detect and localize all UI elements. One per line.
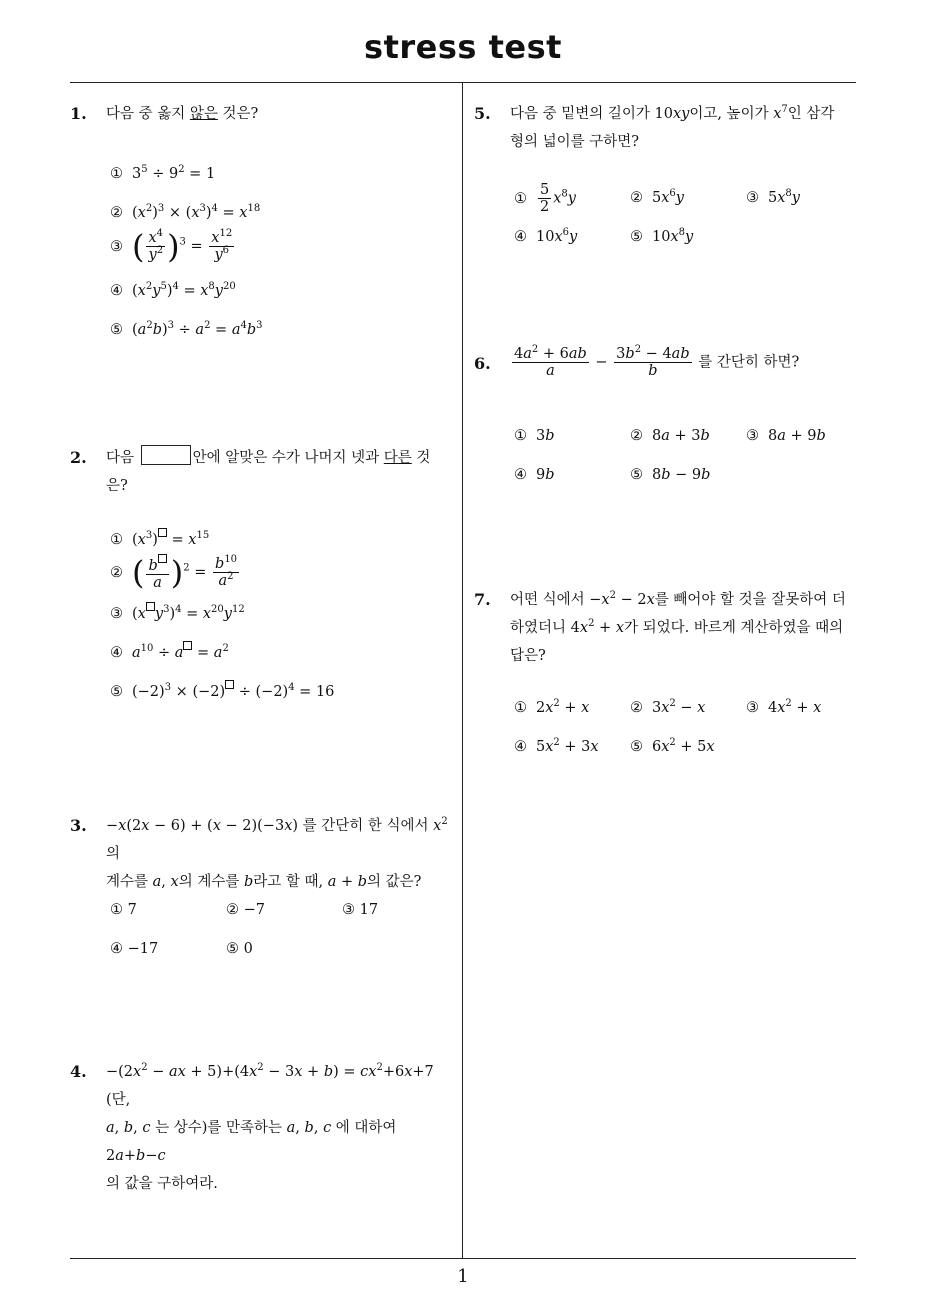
choice-3[interactable]: ③ $4x^2 + x$ [746,698,822,716]
choice-4[interactable]: ④ $a^{10} \div a = a^2$ [110,643,229,661]
problem-number: 2. [70,448,87,467]
problem-number: 3. [70,816,87,835]
problem-2 [70,444,458,700]
top-rule [70,82,856,83]
choice-1[interactable]: ① $2x^2 + x$ [514,698,590,716]
problem-stem: 다음 중 옳지 않은 것은? [106,106,259,122]
choice-2[interactable]: ② −7 [226,902,265,918]
underlined-keyword: 않은 [189,106,218,122]
choice-4[interactable]: ④ $10x^6y$ [514,227,578,245]
choice-2[interactable]: ② $3x^2 - x$ [630,698,706,716]
problem-stem: $-(2x^2$ − ax + $5)+(4x^2 - 3x + b) = cx^2+6x+7$ (단, a, b, c 는 상수)를 만족하는 a, b, c 에 대하여 2a+b−c 의 값을 구하여라. [106,1062,434,1192]
choice-2[interactable]: ② $5x^6y$ [630,188,684,206]
bottom-rule [70,1258,856,1259]
choice-1[interactable]: ① 7 [110,902,137,918]
choice-1[interactable]: ① $3^5 \div 9^2 = 1$ [110,164,216,182]
problem-1 [70,100,450,338]
problem-stem: 다음 중 밑변의 길이가 10xy이고, 높이가 $x^7$인 삼각 형의 넓이를 구하면? [510,104,835,150]
page-title: stress test [364,28,562,66]
problem-6 [474,344,860,483]
choice-2[interactable]: ② $(x^2)^3 \times (x^3)^4 = x^{18}$ [110,203,261,221]
problem-number: 1. [70,104,87,123]
choice-3[interactable]: ③ (x $y^3)^4 = x^{20}y^{12}$ [110,604,245,622]
choice-2[interactable]: ② 8a + 3b [630,428,710,444]
blank-box [141,445,191,465]
problem-stem: −x(2x − 6) + (x − 2)(−3x) 를 간단히 한 식에서 $x^2$ 의 계수를 a, x의 계수를 b라고 할 때, a + b의 값은? [106,816,448,890]
choice-5[interactable]: ⑤ 0 [226,941,253,957]
problem-number: 5. [474,104,491,123]
problem-7 [474,586,860,755]
problem-4 [70,1058,458,1198]
problem-number: 4. [70,1062,87,1081]
choice-4[interactable]: ④ 9b [514,467,555,483]
problem-3 [70,812,458,957]
choice-1[interactable]: ① $\frac{5}{2}$ $x^8y$ [514,182,576,215]
problem-5 [474,100,860,245]
choice-5[interactable]: ⑤ $6x^2 + 5x$ [630,737,715,755]
choice-4[interactable]: ④ $5x^2 + 3x$ [514,737,599,755]
choice-5[interactable]: ⑤ 8b − 9b [630,467,711,483]
problem-stem: $\frac{4a^2 + 6ab}{a}$ − $\frac{3b^2 - 4ab}{b}$ 를 간단히 하면? [514,344,800,379]
problem-number: 7. [474,590,491,609]
choice-1[interactable]: ① $(x^3) = x^{15}$ [110,530,210,548]
choice-3[interactable]: ③ $5x^8y$ [746,188,800,206]
page-number: 1 [457,1266,469,1287]
choice-2[interactable]: ② ( $\frac{b}{a}$ )$^2$ = $\frac{b^{10}}{a^2}$ [110,553,238,592]
column-divider [462,82,463,1258]
choice-5[interactable]: ⑤ $(a^2b)^3 \div a^2 = a^4b^3$ [110,320,263,338]
choice-5[interactable]: ⑤ $10x^8y$ [630,227,694,245]
underlined-keyword: 다른 [383,450,412,466]
choice-3[interactable]: ③ 17 [342,902,379,918]
choice-4[interactable]: ④ $(x^2y^5)^4 = x^8y^{20}$ [110,281,236,299]
choice-3[interactable]: ③ 8a + 9b [746,428,826,444]
choice-1[interactable]: ① 3b [514,428,555,444]
problem-stem: 다음 안에 알맞은 수가 나머지 넷과 다른 것 은? [106,444,458,500]
choice-5[interactable]: ⑤ $(-2)^3 \times (-2) \div (-2)^4 = 16$ [110,682,335,700]
choice-4[interactable]: ④ −17 [110,941,159,957]
problem-stem: 어떤 식에서 $-x^2 - 2x$를 빼어야 할 것을 잘못하여 더 하였더니 $4x^2 + x$가 되었다. 바르게 계산하였을 때의 답은? [510,590,846,664]
problem-number: 6. [474,354,491,373]
choice-3[interactable]: ③ ( $\frac{x^4}{y^2}$ )$^3$ = $\frac{x^{12}}{y^6}$ [110,227,233,266]
